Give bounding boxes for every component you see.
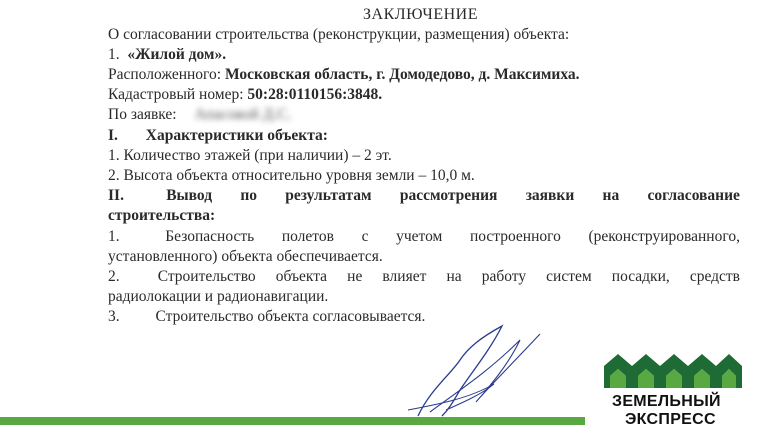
section1-number: I. (108, 127, 118, 144)
item2-word: средств (689, 268, 740, 285)
item2-word: Строительство (157, 268, 256, 285)
section2-title-cont: строительства: (108, 207, 216, 224)
section2-title-word: рассмотрения (399, 187, 498, 204)
item1-word: Безопасность (165, 228, 255, 245)
item2-cont: радиолокации и радионавигации. (108, 288, 329, 305)
item1-number: 1. (108, 228, 120, 245)
logo-text-line1: ЗЕМЕЛЬНЫЙ (612, 393, 721, 410)
item1-words (108, 227, 740, 247)
request-line (108, 105, 291, 125)
section2-title-word: Вывод (166, 187, 213, 204)
object-number: 1. (108, 46, 120, 63)
item2-words (108, 267, 740, 287)
section2-title-words (108, 186, 740, 206)
object-line (108, 45, 226, 65)
item1-line (108, 227, 740, 247)
cadastral-value: 50:28:0110156:3848. (247, 86, 383, 103)
logo-text-line2: ЭКСПРЕСС (625, 411, 716, 428)
cadastral-line (108, 85, 382, 105)
request-value-blurred: Апасовой Д.С. (194, 106, 292, 123)
document-subject: О согласовании строительства (реконструкции, размещения) объекта: (108, 26, 570, 43)
item2-line (108, 267, 740, 287)
section2-title-word: согласование (647, 187, 740, 204)
location-value: Московская область, г. Домодедово, д. Максимиха. (224, 66, 580, 83)
characteristic-height: 2. Высота объекта относительно уровня земли – 10,0 м. (108, 167, 475, 184)
item1-word: учетом (396, 228, 443, 245)
signature-scribble (390, 320, 560, 420)
section1-heading (108, 126, 328, 146)
item1-word: с (361, 228, 369, 245)
document-title: ЗАКЛЮЧЕНИЕ (363, 6, 478, 23)
item2-word: посадки, (611, 268, 670, 285)
section2-title-word: заявки (525, 187, 575, 204)
section2-heading (108, 186, 740, 206)
location-line (108, 65, 580, 85)
green-houses-logo-icon (604, 352, 742, 388)
request-label: По заявке: (108, 106, 177, 123)
item2-word: работу (481, 268, 527, 285)
section2-title-word: по (240, 187, 257, 204)
bottom-green-stripe (0, 417, 585, 425)
item2-word: влияет (382, 268, 427, 285)
item1-cont: установленного) объекта обеспечивается. (108, 248, 383, 265)
item2-word: объекта (275, 268, 328, 285)
object-name: «Жилой дом». (127, 46, 227, 63)
item1-word: построенного (469, 228, 561, 245)
item1-word: (реконструированного, (588, 228, 740, 245)
item3-line (108, 307, 425, 327)
item3-text: Строительство объекта согласовывается. (155, 308, 426, 325)
location-label: Расположенного: (108, 66, 222, 83)
item3-number: 3. (108, 308, 120, 325)
section2-title-word: на (602, 187, 620, 204)
item2-word: систем (546, 268, 592, 285)
section1-title: Характеристики объекта: (145, 127, 328, 144)
item1-word: полетов (281, 228, 334, 245)
item2-word: на (446, 268, 462, 285)
characteristic-floors: 1. Количество этажей (при наличии) – 2 эт. (108, 147, 392, 164)
item2-number: 2. (108, 268, 120, 285)
cadastral-label: Кадастровый номер: (108, 86, 244, 103)
item2-word: не (347, 268, 363, 285)
section2-title-word: результатам (285, 187, 372, 204)
section2-number: II. (108, 187, 124, 204)
